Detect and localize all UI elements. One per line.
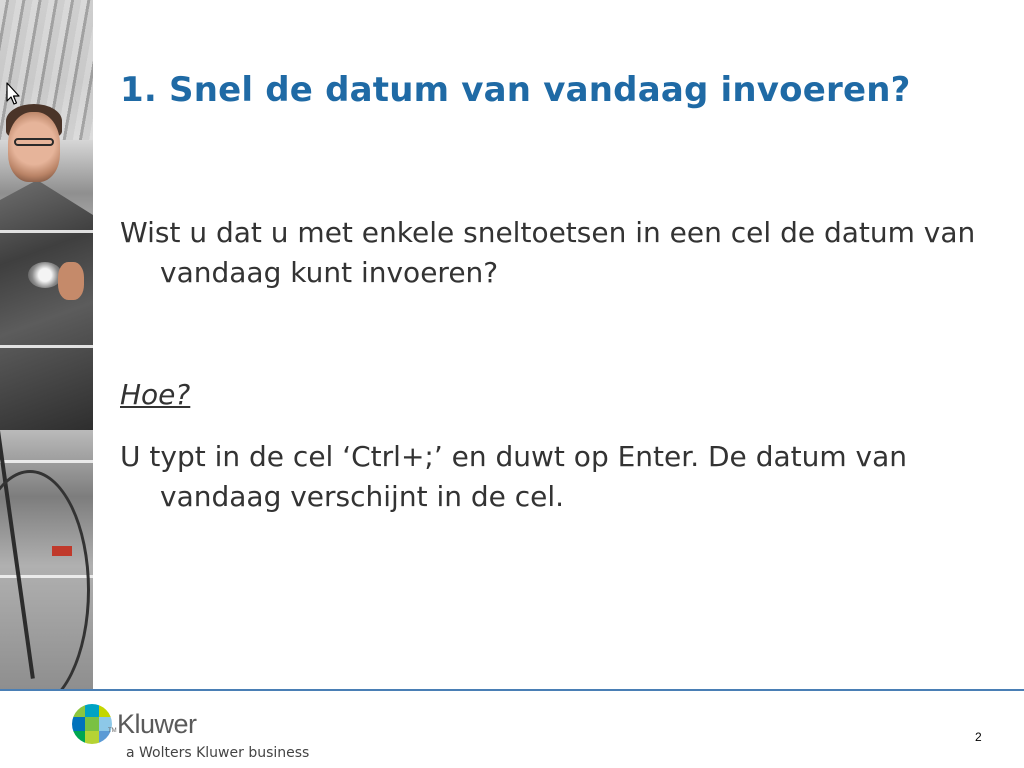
photo-strip-divider — [0, 230, 93, 233]
photo-person-glasses — [14, 138, 54, 146]
kluwer-logo-mark-icon — [72, 704, 112, 744]
logo-mark-cell — [72, 717, 85, 730]
footer-divider — [0, 689, 1024, 691]
logo-mark-cell — [85, 704, 98, 717]
slide-title: 1. Snel de datum van vandaag invoeren? — [120, 70, 911, 110]
body-subheading-hoe: Hoe? — [120, 378, 191, 411]
photo-strip-divider — [0, 345, 93, 348]
body-paragraph-instructions: U typt in de cel ‘Ctrl+;’ en duwt op Enter. De datum van vandaag verschijnt in de cel. — [120, 440, 907, 513]
logo-mark-cell — [85, 731, 98, 744]
photo-person-face — [8, 112, 60, 182]
logo-wordmark: Kluwer — [117, 709, 197, 739]
logo-mark-cell — [72, 704, 85, 717]
logo-trademark: TM — [108, 728, 117, 734]
logo-mark-cell — [85, 717, 98, 730]
photo-bicycle-reflector — [52, 546, 72, 556]
photo-bicycle-wheel — [0, 470, 90, 690]
page-number: 2 — [975, 730, 982, 744]
kluwer-logo — [72, 704, 322, 764]
body-paragraph-intro: Wist u dat u met enkele sneltoetsen in een cel de datum van vandaag kunt invoeren? — [120, 216, 976, 289]
side-photo-woman-with-bicycle — [0, 0, 93, 690]
logo-mark-cell — [72, 731, 85, 744]
photo-bicycle-headlight — [28, 262, 62, 288]
logo-tagline: a Wolters Kluwer business — [126, 745, 310, 761]
photo-person-body — [0, 180, 93, 430]
logo-mark-cell — [99, 704, 112, 717]
photo-person-hand — [58, 262, 84, 300]
mouse-pointer-icon — [6, 82, 20, 106]
photo-strip-divider — [0, 460, 93, 463]
slide-body — [120, 213, 1000, 517]
